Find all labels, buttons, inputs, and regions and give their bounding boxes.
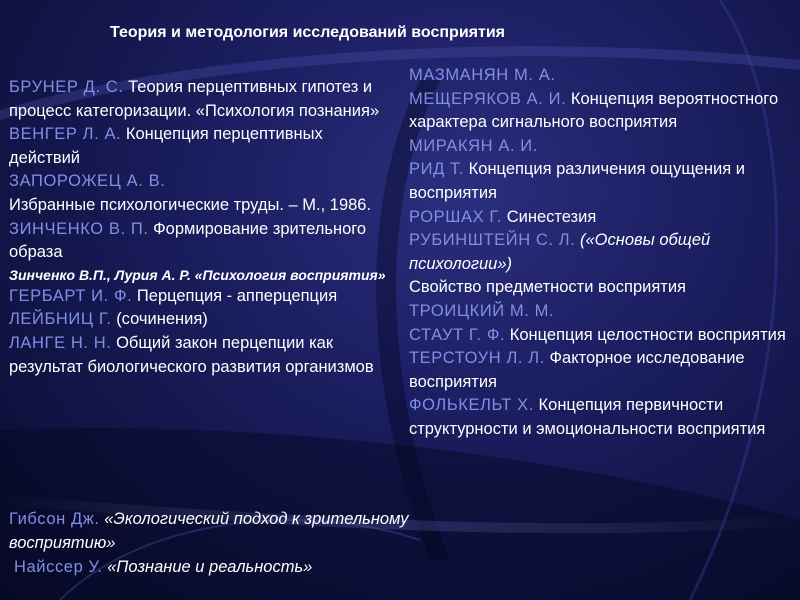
item-text: «Экологический подход к зрительному восприятию» [9,510,409,552]
author-name: МИРАКЯН А. И. [409,136,538,155]
item-text: «Познание и реальность» [107,558,313,576]
item-text: Синестезия [506,207,597,226]
list-item [9,194,389,218]
bottom-references [9,507,409,579]
author-name: ЗАПОРОЖЕЦ А. В. [9,172,166,191]
item-text: Факторное исследование восприятия [409,349,745,391]
list-item [9,76,389,123]
author-name: ФОЛЬКЕЛЬТ Х. [409,396,534,415]
left-column [9,76,389,379]
item-text: Концепция вероятностного характера сигнального восприятия [409,89,779,132]
author-name: РУБИНШТЕЙН С. Л. [409,231,576,250]
author-name: Гибсон Дж. [9,510,100,528]
list-item [409,300,789,324]
list-item [409,229,789,276]
author-name: ЛЕЙБНИЦ Г. [9,310,112,329]
list-item [409,206,789,230]
author-name: МЕЩЕРЯКОВ А. И. [409,89,567,108]
item-text: Концепция целостности восприятия [509,325,786,344]
slide-title: Теория и методология исследований восприятия [110,24,505,41]
list-item [409,158,789,205]
list-item [409,394,789,441]
author-name: РОРШАХ Г. [409,207,503,226]
item-text: («Основы общей психологии») [409,231,711,273]
list-item [409,88,789,135]
list-item [409,276,789,300]
list-item [9,507,409,555]
item-text: Формирование зрительного образа [9,219,367,262]
list-item [9,170,389,194]
item-text: (сочинения) [116,310,208,329]
item-text: Перцепция - апперцепция [136,286,338,305]
author-name: ТЕРСТОУН Л. Л. [409,349,545,368]
list-item [409,324,789,348]
author-name: ЗИНЧЕНКО В. П. [9,219,149,238]
item-text: Теория перцептивных гипотез и процесс категоризации. «Психология познания» [9,78,380,120]
list-item [409,347,789,394]
item-text: Концепция первичности структурности и эмоциональности восприятия [409,396,766,438]
item-text: Концепция различения ощущения и восприятия [409,160,745,202]
author-name: ЛАНГЕ Н. Н. [9,333,112,352]
item-text: Свойство предметности восприятия [409,278,686,297]
item-text: Избранные психологические труды. – М., 1986. [9,195,372,214]
list-item [9,332,389,379]
right-column [409,64,789,442]
author-name: ТРОИЦКИЙ М. М. [409,301,555,320]
author-name: ГЕРБАРТ И. Ф. [9,286,133,305]
list-item [409,135,789,159]
author-name: МАЗМАНЯН М. А. [409,66,556,84]
list-item [9,123,389,170]
list-note: Зинченко В.П., Лурия А. Р. «Психология восприятия» [9,266,386,283]
author-name: БРУНЕР Д. С. [9,78,124,96]
author-name: СТАУТ Г. Ф. [409,325,506,344]
author-name: ВЕНГЕР Л. А. [9,125,122,144]
item-text: Общий закон перцепции как результат биологического развития организмов [9,333,374,376]
list-item [9,285,389,309]
list-item [409,64,789,88]
item-text: Концепция перцептивных действий [9,125,323,167]
list-item [9,555,409,579]
author-name: РИД Т. [409,160,465,179]
list-item [9,308,389,332]
author-name: Найссер У. [14,558,103,576]
list-item [9,218,389,265]
